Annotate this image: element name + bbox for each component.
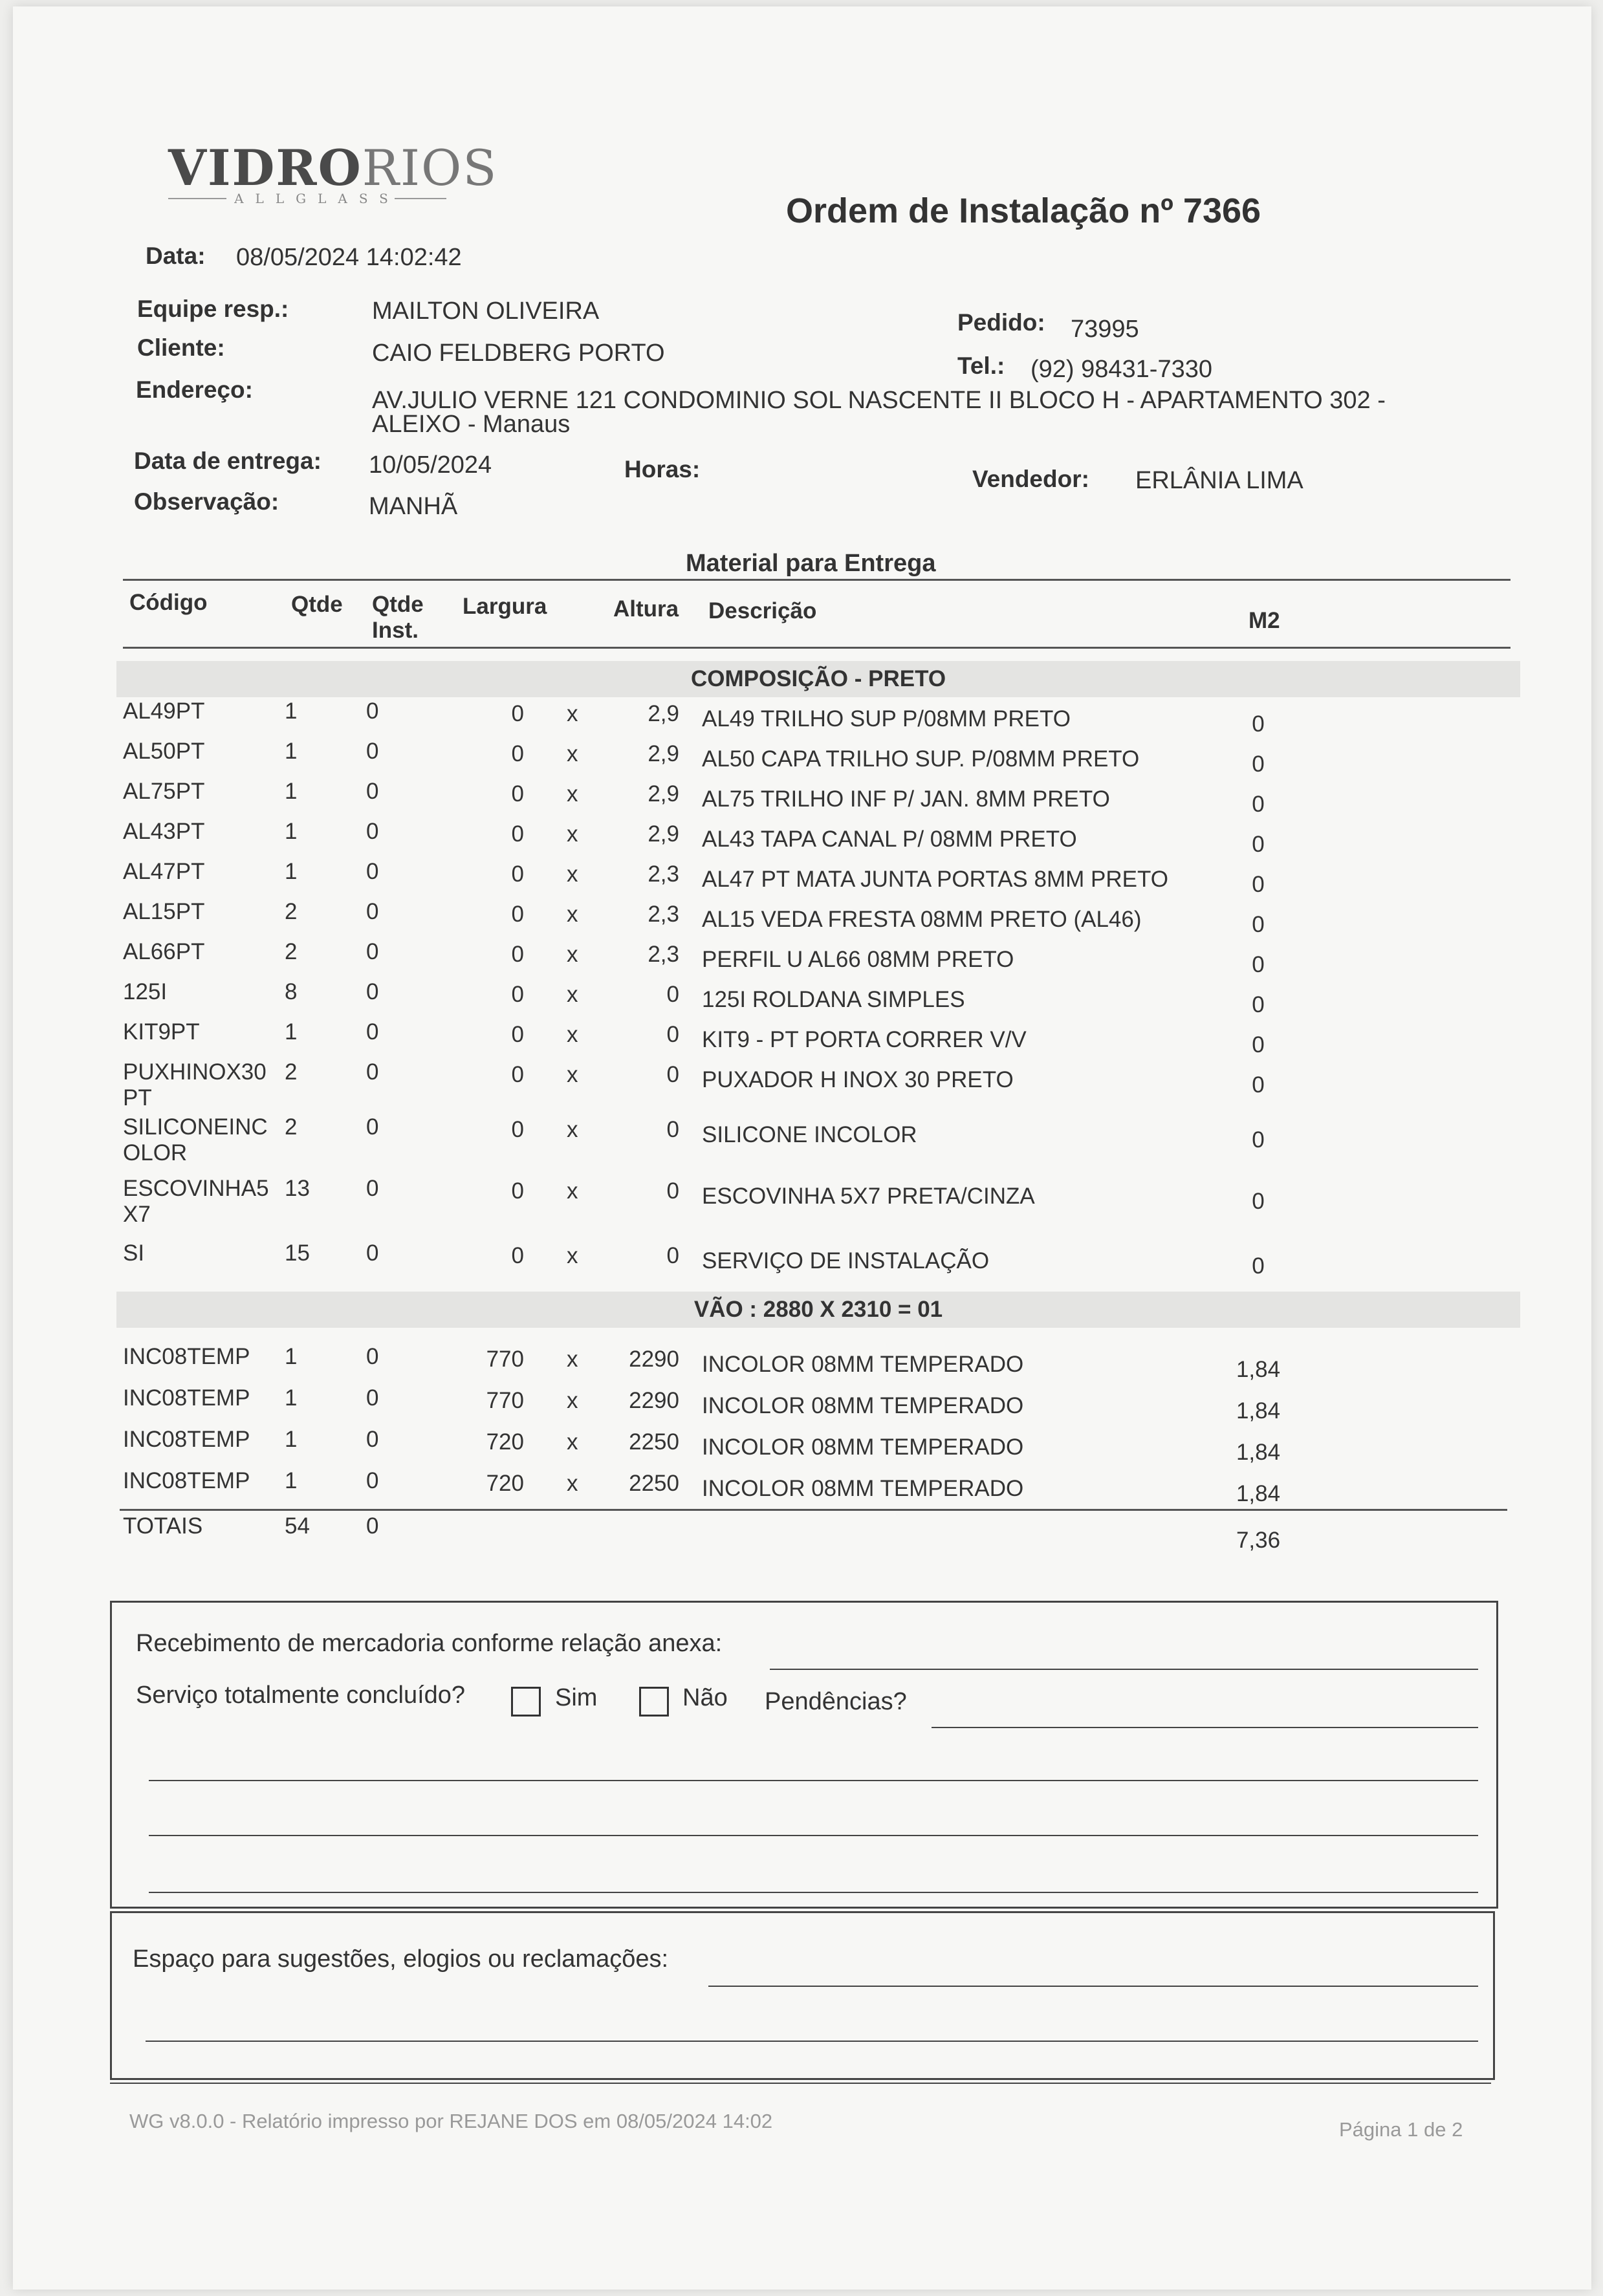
suggestions-box — [110, 1911, 1495, 2080]
cell-qtde: 1 — [285, 859, 298, 884]
cell-codigo: AL75PT — [123, 779, 205, 804]
cell-descricao: PERFIL U AL66 08MM PRETO — [702, 947, 1014, 972]
table-row — [13, 1385, 1591, 1424]
cell-codigo: INC08TEMP — [123, 1344, 250, 1369]
totals-inst: 0 — [366, 1513, 379, 1539]
table-row — [13, 1059, 1591, 1110]
table-row — [13, 1427, 1591, 1466]
cell-times: x — [567, 1347, 578, 1372]
tel-value: (92) 98431-7330 — [1030, 356, 1212, 383]
cell-descricao: 125I ROLDANA SIMPLES — [702, 987, 965, 1012]
cell-times: x — [567, 701, 578, 726]
cell-largura: 0 — [511, 982, 524, 1007]
cell-qtde-inst: 0 — [366, 1344, 379, 1369]
cliente-label: Cliente: — [137, 334, 225, 361]
cell-codigo: ESCOVINHA5 X7 — [123, 1176, 269, 1227]
cell-times: x — [567, 1022, 578, 1047]
table-title: Material para Entrega — [686, 550, 936, 577]
cell-descricao: AL49 TRILHO SUP P/08MM PRETO — [702, 706, 1071, 731]
cell-largura: 0 — [511, 902, 524, 927]
logo-tagline: ALLGLASS — [234, 191, 400, 206]
cell-codigo: AL49PT — [123, 699, 205, 724]
cell-qtde-inst: 0 — [366, 1468, 379, 1493]
cell-times: x — [567, 821, 578, 847]
pendencias-extra-line-1[interactable] — [149, 1780, 1478, 1781]
cell-m2: 0 — [1252, 1127, 1265, 1153]
cell-largura: 0 — [511, 701, 524, 726]
pedido-value: 73995 — [1071, 316, 1139, 343]
cell-descricao: AL47 PT MATA JUNTA PORTAS 8MM PRETO — [702, 867, 1168, 892]
cell-qtde: 8 — [285, 979, 298, 1004]
cell-codigo: AL47PT — [123, 859, 205, 884]
cell-m2: 0 — [1252, 1072, 1265, 1098]
cell-qtde: 15 — [285, 1240, 310, 1266]
endereco-line1: AV.JULIO VERNE 121 CONDOMINIO SOL NASCENTE II BLOCO H - APARTAMENTO 302 - — [372, 387, 1386, 414]
pendencias-extra-line-2[interactable] — [149, 1835, 1478, 1836]
cell-largura: 0 — [511, 781, 524, 807]
cell-m2: 0 — [1252, 792, 1265, 817]
table-row — [13, 699, 1591, 737]
cell-altura: 2250 — [629, 1471, 679, 1496]
col-qtde: Qtde — [291, 592, 343, 617]
cell-descricao: ESCOVINHA 5X7 PRETA/CINZA — [702, 1184, 1035, 1209]
cell-qtde: 2 — [285, 1059, 298, 1085]
group-header-vao: VÃO : 2880 X 2310 = 01 — [116, 1292, 1520, 1328]
cell-m2: 0 — [1252, 752, 1265, 777]
cell-codigo: PUXHINOX30 PT — [123, 1059, 267, 1110]
suggestions-line-2[interactable] — [146, 2041, 1478, 2042]
cell-altura: 0 — [666, 1022, 679, 1047]
cell-descricao: AL50 CAPA TRILHO SUP. P/08MM PRETO — [702, 746, 1140, 772]
cell-altura: 2,3 — [648, 861, 679, 887]
cell-qtde: 1 — [285, 1468, 298, 1493]
cell-m2: 1,84 — [1236, 1481, 1281, 1506]
totals-qtde: 54 — [285, 1513, 310, 1539]
sim-checkbox[interactable] — [511, 1687, 541, 1717]
col-altura: Altura — [613, 596, 679, 622]
cell-qtde: 2 — [285, 939, 298, 964]
cell-m2: 1,84 — [1236, 1398, 1281, 1424]
suggestions-line-1[interactable] — [708, 1986, 1478, 1987]
cell-descricao: SILICONE INCOLOR — [702, 1122, 917, 1147]
table-row — [13, 739, 1591, 777]
cell-times: x — [567, 1178, 578, 1204]
cell-altura: 0 — [666, 1178, 679, 1204]
cell-qtde: 1 — [285, 1019, 298, 1045]
recebimento-line[interactable] — [770, 1669, 1478, 1670]
cell-times: x — [567, 1471, 578, 1496]
cell-times: x — [567, 982, 578, 1007]
cell-times: x — [567, 1062, 578, 1087]
cell-largura: 0 — [511, 1178, 524, 1204]
logo-brand-light: RIOS — [362, 139, 498, 197]
cell-qtde-inst: 0 — [366, 1427, 379, 1452]
document-page — [13, 6, 1591, 2290]
cell-codigo: INC08TEMP — [123, 1385, 250, 1411]
cell-largura: 0 — [511, 1243, 524, 1268]
nao-label: Não — [682, 1684, 728, 1711]
cell-qtde-inst: 0 — [366, 1385, 379, 1411]
vendedor-label: Vendedor: — [972, 466, 1089, 492]
cell-codigo: 125I — [123, 979, 168, 1004]
cell-altura: 0 — [666, 1117, 679, 1142]
cell-descricao: SERVIÇO DE INSTALAÇÃO — [702, 1248, 990, 1273]
cell-qtde-inst: 0 — [366, 1059, 379, 1085]
cell-descricao: INCOLOR 08MM TEMPERADO — [702, 1393, 1024, 1418]
cell-m2: 0 — [1252, 872, 1265, 897]
cell-times: x — [567, 781, 578, 807]
table-row — [13, 1114, 1591, 1165]
suggestions-label: Espaço para sugestões, elogios ou reclamações: — [133, 1945, 669, 1973]
cell-codigo: AL50PT — [123, 739, 205, 764]
col-largura: Largura — [463, 594, 547, 619]
cell-qtde-inst: 0 — [366, 779, 379, 804]
cell-altura: 2250 — [629, 1429, 679, 1455]
cell-qtde: 1 — [285, 1344, 298, 1369]
equipe-value: MAILTON OLIVEIRA — [372, 298, 600, 325]
cell-qtde: 1 — [285, 1385, 298, 1411]
cell-qtde-inst: 0 — [366, 899, 379, 924]
table-row — [13, 939, 1591, 978]
cell-times: x — [567, 902, 578, 927]
cell-descricao: INCOLOR 08MM TEMPERADO — [702, 1435, 1024, 1460]
cell-qtde-inst: 0 — [366, 979, 379, 1004]
table-row — [13, 979, 1591, 1018]
cell-largura: 770 — [486, 1347, 524, 1372]
cell-qtde-inst: 0 — [366, 939, 379, 964]
cell-qtde-inst: 0 — [366, 1176, 379, 1201]
cell-times: x — [567, 1243, 578, 1268]
observacao-label: Observação: — [134, 488, 279, 515]
table-row — [13, 779, 1591, 818]
cell-descricao: AL75 TRILHO INF P/ JAN. 8MM PRETO — [702, 786, 1110, 812]
table-row — [13, 819, 1591, 858]
cell-altura: 2,9 — [648, 781, 679, 807]
cell-largura: 0 — [511, 1062, 524, 1087]
cell-qtde-inst: 0 — [366, 1114, 379, 1140]
group-header-composicao: COMPOSIÇÃO - PRETO — [116, 661, 1520, 697]
endereco-line2: ALEIXO - Manaus — [372, 411, 571, 438]
footer-print-info: WG v8.0.0 - Relatório impresso por REJANE DOS em 08/05/2024 14:02 — [129, 2110, 773, 2132]
endereco-label: Endereço: — [136, 376, 253, 403]
cell-qtde: 2 — [285, 899, 298, 924]
cell-codigo: AL66PT — [123, 939, 205, 964]
data-value: 08/05/2024 14:02:42 — [236, 244, 462, 271]
col-qtde-inst-2: Inst. — [372, 618, 419, 643]
cell-m2: 0 — [1252, 832, 1265, 857]
cell-qtde: 1 — [285, 739, 298, 764]
cell-altura: 2,9 — [648, 741, 679, 766]
cell-times: x — [567, 942, 578, 967]
observacao-value: MANHÃ — [369, 493, 458, 520]
cell-qtde-inst: 0 — [366, 859, 379, 884]
cell-m2: 1,84 — [1236, 1440, 1281, 1465]
entrega-value: 10/05/2024 — [369, 451, 492, 479]
sim-label: Sim — [555, 1684, 598, 1711]
cell-codigo: SI — [123, 1240, 145, 1266]
cell-times: x — [567, 1429, 578, 1455]
cell-largura: 720 — [486, 1429, 524, 1455]
cell-descricao: AL15 VEDA FRESTA 08MM PRETO (AL46) — [702, 907, 1142, 932]
cell-qtde-inst: 0 — [366, 819, 379, 844]
pendencias-extra-line-3[interactable] — [149, 1892, 1478, 1893]
cliente-value: CAIO FELDBERG PORTO — [372, 340, 665, 367]
cell-codigo: SILICONEINC OLOR — [123, 1114, 268, 1165]
cell-altura: 0 — [666, 1243, 679, 1268]
pedido-label: Pedido: — [957, 309, 1045, 336]
cell-qtde-inst: 0 — [366, 1240, 379, 1266]
logo-brand-bold: VIDRO — [168, 139, 362, 197]
cell-altura: 2,9 — [648, 701, 679, 726]
cell-altura: 2,3 — [648, 902, 679, 927]
cell-m2: 0 — [1252, 711, 1265, 737]
document-title: Ordem de Instalação nº 7366 — [786, 191, 1261, 230]
cell-codigo: INC08TEMP — [123, 1468, 250, 1493]
cell-qtde-inst: 0 — [366, 699, 379, 724]
cell-largura: 0 — [511, 1117, 524, 1142]
table-row — [13, 1176, 1591, 1227]
cell-qtde: 13 — [285, 1176, 310, 1201]
cell-times: x — [567, 861, 578, 887]
cell-qtde: 1 — [285, 819, 298, 844]
cell-largura: 0 — [511, 821, 524, 847]
table-row — [13, 1240, 1591, 1279]
cell-altura: 2290 — [629, 1388, 679, 1413]
cell-qtde: 1 — [285, 779, 298, 804]
col-descricao: Descrição — [708, 598, 817, 623]
totals-label: TOTAIS — [123, 1513, 203, 1539]
cell-codigo: INC08TEMP — [123, 1427, 250, 1452]
col-codigo: Código — [129, 590, 208, 615]
logo-rule-right — [395, 198, 446, 199]
cell-largura: 720 — [486, 1471, 524, 1496]
cell-m2: 0 — [1252, 1032, 1265, 1057]
cell-qtde: 2 — [285, 1114, 298, 1140]
company-logo — [168, 139, 497, 197]
table-row — [13, 1468, 1591, 1507]
cell-largura: 0 — [511, 942, 524, 967]
horas-label: Horas: — [624, 456, 701, 482]
cell-descricao: PUXADOR H INOX 30 PRETO — [702, 1067, 1014, 1092]
cell-largura: 770 — [486, 1388, 524, 1413]
cell-altura: 0 — [666, 1062, 679, 1087]
table-row — [13, 899, 1591, 938]
table-header-rule — [123, 647, 1510, 649]
footer-rule — [110, 2083, 1491, 2084]
cell-largura: 0 — [511, 1022, 524, 1047]
totals-m2: 7,36 — [1236, 1528, 1281, 1553]
cell-descricao: AL43 TAPA CANAL P/ 08MM PRETO — [702, 827, 1077, 852]
cell-altura: 0 — [666, 982, 679, 1007]
cell-qtde-inst: 0 — [366, 739, 379, 764]
pendencias-label: Pendências? — [765, 1688, 907, 1715]
cell-descricao: INCOLOR 08MM TEMPERADO — [702, 1352, 1024, 1377]
cell-altura: 2,9 — [648, 821, 679, 847]
cell-descricao: KIT9 - PT PORTA CORRER V/V — [702, 1027, 1027, 1052]
totals-row — [13, 1513, 1591, 1552]
data-label: Data: — [146, 243, 206, 269]
cell-codigo: AL43PT — [123, 819, 205, 844]
cell-m2: 0 — [1252, 1253, 1265, 1279]
table-row — [13, 1344, 1591, 1383]
totals-rule — [120, 1509, 1507, 1511]
cell-altura: 2,3 — [648, 942, 679, 967]
cell-times: x — [567, 1117, 578, 1142]
cell-times: x — [567, 1388, 578, 1413]
recebimento-label: Recebimento de mercadoria conforme relação anexa: — [136, 1630, 723, 1657]
table-top-rule — [123, 579, 1510, 581]
servico-label: Serviço totalmente concluído? — [136, 1682, 466, 1709]
table-row — [13, 859, 1591, 898]
tel-label: Tel.: — [957, 352, 1005, 379]
cell-qtde: 1 — [285, 699, 298, 724]
cell-m2: 0 — [1252, 912, 1265, 937]
cell-m2: 0 — [1252, 992, 1265, 1017]
cell-codigo: AL15PT — [123, 899, 205, 924]
cell-m2: 0 — [1252, 1189, 1265, 1214]
cell-largura: 0 — [511, 861, 524, 887]
cell-qtde-inst: 0 — [366, 1019, 379, 1045]
table-row — [13, 1019, 1591, 1058]
equipe-label: Equipe resp.: — [137, 296, 289, 322]
cell-descricao: INCOLOR 08MM TEMPERADO — [702, 1476, 1024, 1501]
cell-times: x — [567, 741, 578, 766]
col-m2: M2 — [1249, 608, 1280, 633]
nao-checkbox[interactable] — [639, 1687, 669, 1717]
vendedor-value: ERLÂNIA LIMA — [1135, 467, 1303, 494]
cell-qtde: 1 — [285, 1427, 298, 1452]
col-qtde-inst-1: Qtde — [372, 592, 424, 617]
cell-codigo: KIT9PT — [123, 1019, 200, 1045]
footer-page-number: Página 1 de 2 — [1339, 2118, 1463, 2141]
cell-altura: 2290 — [629, 1347, 679, 1372]
cell-m2: 0 — [1252, 952, 1265, 977]
cell-largura: 0 — [511, 741, 524, 766]
entrega-label: Data de entrega: — [134, 448, 322, 474]
pendencias-line[interactable] — [932, 1727, 1478, 1728]
cell-m2: 1,84 — [1236, 1357, 1281, 1382]
